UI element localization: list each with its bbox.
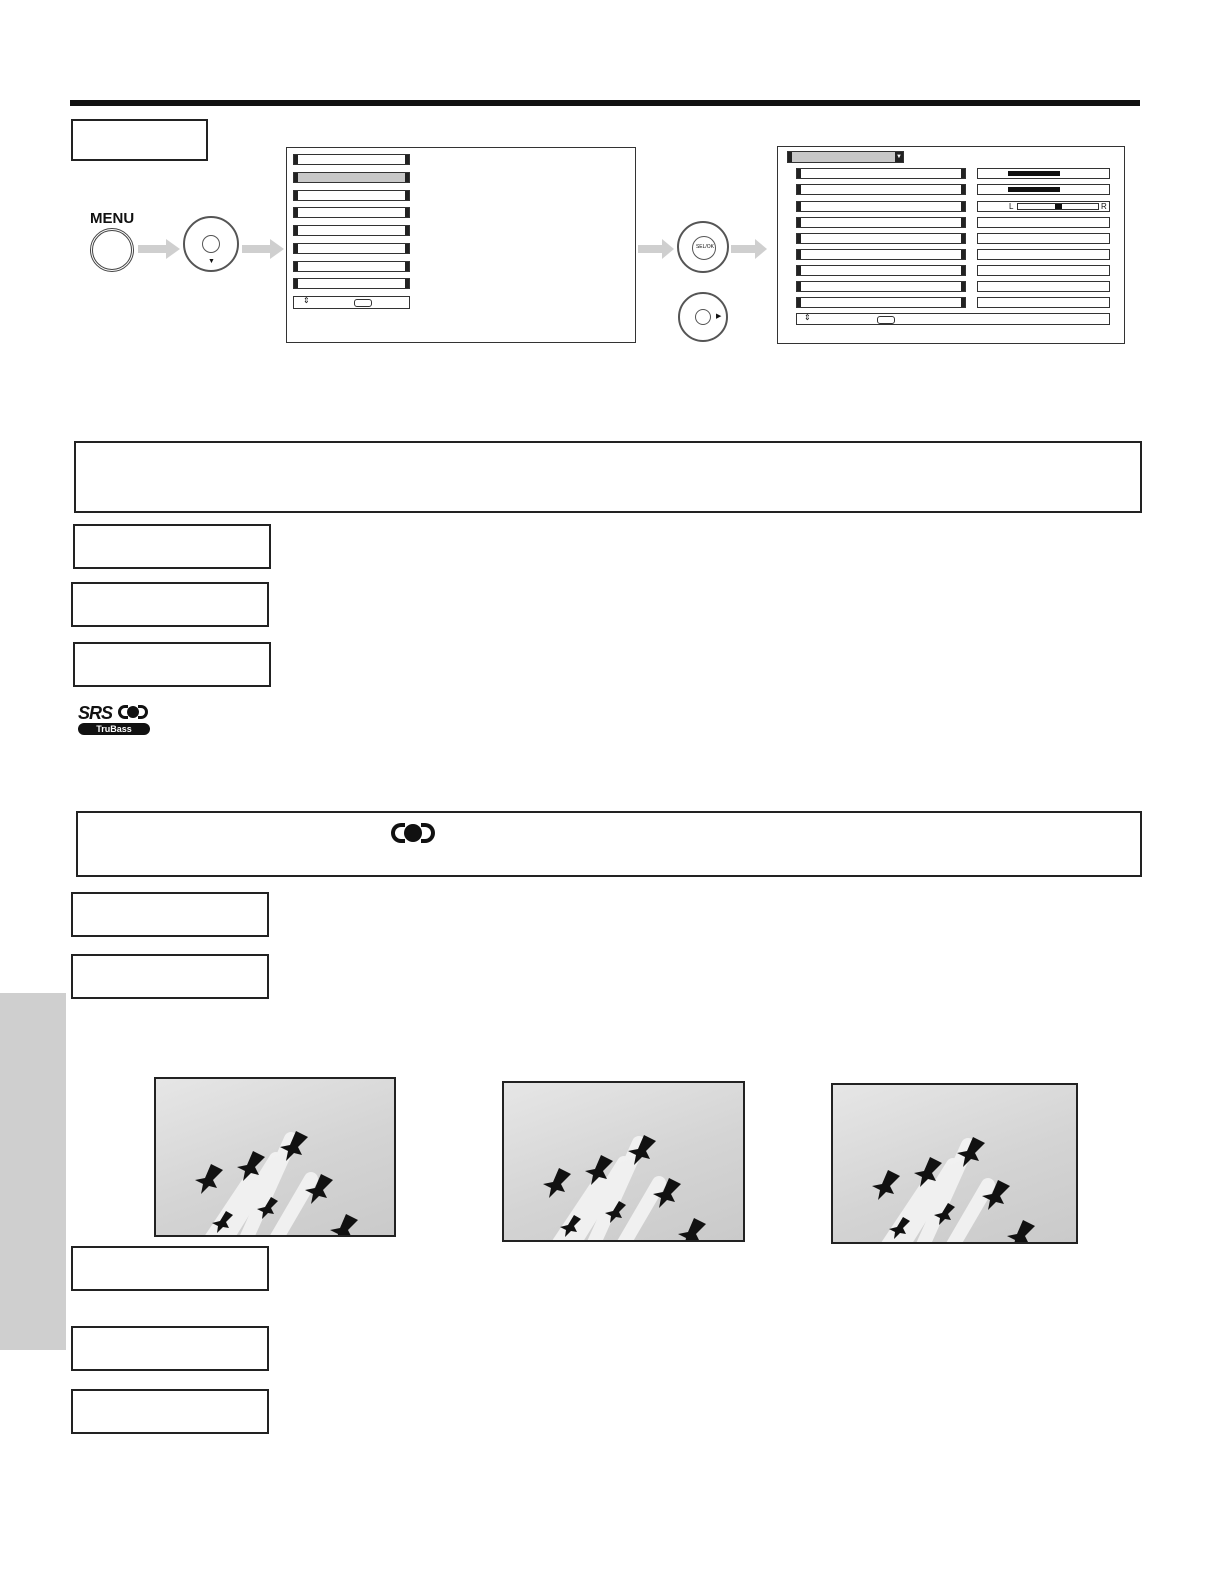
flow-arrow [638, 245, 662, 253]
menu-item[interactable] [293, 243, 410, 254]
audio-item[interactable] [796, 201, 966, 212]
jets-illustration [156, 1079, 394, 1235]
value-field [977, 249, 1110, 260]
label-box [71, 1389, 269, 1434]
right-triangle-icon: ▶ [716, 313, 722, 320]
label-box [71, 582, 269, 627]
value-field [977, 265, 1110, 276]
audio-item[interactable] [796, 217, 966, 228]
flow-arrow [731, 245, 755, 253]
menu-item[interactable] [293, 261, 410, 272]
info-box [76, 811, 1142, 877]
menu-item[interactable] [293, 190, 410, 201]
audio-item[interactable] [796, 184, 966, 195]
down-triangle-icon: ▼ [208, 258, 215, 265]
srs-logo-text: SRS [78, 703, 113, 723]
button-icon [877, 316, 895, 324]
srs-symbol-left-arc [391, 823, 405, 843]
balance-marker [1055, 204, 1062, 209]
menu-item[interactable] [293, 154, 410, 165]
button-icon [354, 299, 372, 307]
value-field [977, 281, 1110, 292]
header-rule [70, 100, 1140, 106]
trubass-label: TruBass [78, 723, 150, 735]
select-button-label: SEL/OK [695, 244, 715, 250]
treble-level-bar[interactable] [977, 184, 1110, 195]
level-fill [1008, 171, 1060, 176]
updown-icon: ⇕ [303, 296, 310, 305]
srs-symbol-right-arc [421, 823, 435, 843]
label-box [71, 1246, 269, 1291]
select-button[interactable] [692, 236, 716, 260]
jets-photo [154, 1077, 396, 1237]
flow-arrow-head [166, 239, 180, 259]
menu-item[interactable] [293, 225, 410, 236]
audio-item[interactable] [796, 233, 966, 244]
audio-item[interactable] [796, 281, 966, 292]
menu-button-icon[interactable] [90, 228, 134, 272]
label-box [71, 892, 269, 937]
balance-bar[interactable] [977, 201, 1110, 212]
flow-arrow-head [755, 239, 767, 259]
flow-arrow-head [662, 239, 674, 259]
audio-item[interactable] [796, 168, 966, 179]
right-arrow-nav-pad-icon[interactable] [678, 292, 728, 342]
jets-photo [502, 1081, 745, 1242]
balance-right-label: R [1101, 202, 1107, 211]
jets-illustration [833, 1085, 1076, 1242]
jets-illustration [504, 1083, 743, 1240]
osd-audio-menu [777, 146, 1125, 344]
value-field [977, 233, 1110, 244]
dropdown-icon: ▼ [896, 154, 902, 160]
down-arrow-nav-pad-icon[interactable] [183, 216, 239, 272]
menu-button-label: MENU [90, 210, 135, 227]
srs-symbol-right-arc [138, 705, 148, 719]
info-box [74, 441, 1142, 513]
flow-arrow [242, 245, 270, 253]
label-box [73, 642, 271, 687]
select-nav-pad-icon[interactable] [677, 221, 729, 273]
srs-symbol-dot [404, 824, 422, 842]
balance-left-label: L [1009, 202, 1014, 211]
srs-trubass-logo [78, 703, 153, 736]
audio-item[interactable] [796, 297, 966, 308]
osd-help-bar [293, 296, 410, 309]
audio-item[interactable] [796, 249, 966, 260]
flow-arrow-head [270, 239, 284, 259]
section-title-box [71, 119, 208, 161]
osd-main-menu [286, 147, 636, 343]
level-fill [1008, 187, 1060, 192]
label-box [71, 954, 269, 999]
menu-item[interactable] [293, 207, 410, 218]
value-field [977, 297, 1110, 308]
side-tab [0, 993, 66, 1350]
nav-pad-center [695, 309, 711, 325]
menu-item-selected[interactable] [293, 172, 410, 183]
nav-pad-center [202, 235, 220, 253]
updown-icon: ⇕ [804, 313, 811, 322]
srs-symbol-icon [391, 823, 437, 845]
bass-level-bar[interactable] [977, 168, 1110, 179]
flow-arrow [138, 245, 166, 253]
header-left-cap [788, 152, 792, 162]
label-box [73, 524, 271, 569]
osd-help-bar [796, 313, 1110, 325]
label-box [71, 1326, 269, 1371]
balance-track [1017, 203, 1099, 210]
audio-item[interactable] [796, 265, 966, 276]
osd-audio-header [787, 151, 904, 163]
menu-item[interactable] [293, 278, 410, 289]
jets-photo [831, 1083, 1078, 1244]
value-field [977, 217, 1110, 228]
srs-symbol-icon [118, 705, 150, 721]
